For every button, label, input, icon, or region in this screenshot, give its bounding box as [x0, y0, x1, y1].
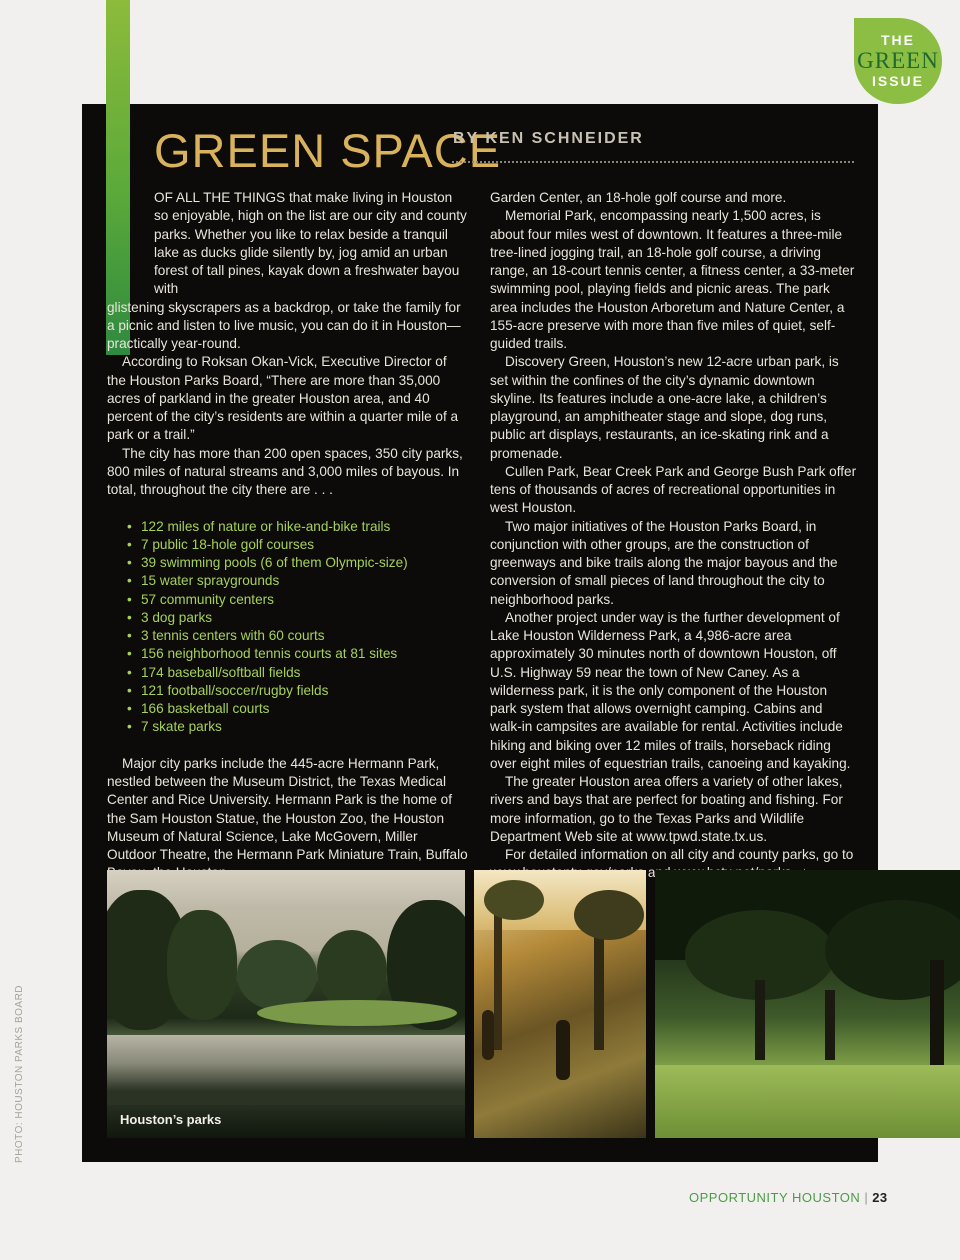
- lead-caps: OF ALL THE THINGS: [154, 190, 286, 205]
- photo-oak-trees: [655, 870, 960, 1138]
- photo-caption: Houston’s parks: [120, 1112, 222, 1127]
- page-number: 23: [872, 1190, 888, 1205]
- park-facts-list: [107, 518, 469, 737]
- left-column: [107, 189, 469, 883]
- lead-text: that make living in Houston so enjoyable, high on the list are our city and county parks. Whether you like to relax beside a tranquil lake as ducks glide silently by, jog amid an urban forest of tall pines, kayak down a freshwater bayou with: [154, 190, 467, 297]
- paragraph: The greater Houston area offers a variety of other lakes, rivers and bays that are perfect for boating and fishing. For more information, go to the Texas Parks and Wildlife Department Web site at www.tpwd.state.tx.us.: [490, 774, 843, 844]
- list-item: • 166 basketball courts: [127, 700, 469, 718]
- list-item: • 122 miles of nature or hike-and-bike trails: [127, 518, 469, 536]
- paragraph: According to Roksan Okan-Vick, Executive Director of the Houston Parks Board, “There are more than 35,000 acres of parkland in the greater Houston area, and 40 percent of the city’s residents are within a quarter mile of a park or a trail.”: [107, 354, 459, 443]
- photo-credit: PHOTO: HOUSTON PARKS BOARD: [14, 984, 25, 1163]
- publication-name: OPPORTUNITY HOUSTON: [689, 1190, 861, 1205]
- list-item: • 3 dog parks: [127, 609, 469, 627]
- page-footer: [689, 1190, 888, 1205]
- list-item: • 174 baseball/softball fields: [127, 664, 469, 682]
- closing-text: For detailed information on all city and county parks, go to: [505, 847, 854, 862]
- list-item: • 15 water spraygrounds: [127, 572, 469, 590]
- badge-line-3: ISSUE: [871, 73, 924, 89]
- paragraph: Garden Center, an 18-hole golf course and more.: [490, 190, 787, 205]
- lead-paragraph-continued: glistening skyscrapers as a backdrop, or take the family for a picnic and listen to live music, you can do it in Houston—practically year-round.: [107, 299, 461, 351]
- green-issue-badge: [854, 18, 942, 104]
- paragraph: Major city parks include the 445-acre Hermann Park, nestled between the Museum District, the Texas Medical Center and Rice University. Hermann Park is the home of the Sam Houston Statue, the Houston Zoo, the Houston Museum of Natural Science, Lake McGovern, Miller Outdoor Theatre, the Hermann Park Miniature Train, Buffalo: [107, 755, 468, 862]
- article-title: GREEN SPACE: [154, 124, 502, 177]
- list-item: • 39 swimming pools (6 of them Olympic-size): [127, 554, 469, 572]
- photo-bayou-pond: [107, 870, 465, 1138]
- right-column: [490, 189, 857, 883]
- list-item: • 156 neighborhood tennis courts at 81 sites: [127, 645, 469, 663]
- badge-line-2: GREEN: [857, 48, 939, 73]
- list-item: • 7 skate parks: [127, 718, 469, 736]
- lead-paragraph: [107, 189, 469, 299]
- paragraph: Two major initiatives of the Houston Parks Board, in conjunction with other groups, are the construction of greenways and bike trails along the major bayous and the conversion of small pieces of land throughout the city to neighborhood parks.: [490, 518, 838, 607]
- list-item: • 7 public 18-hole golf courses: [127, 536, 469, 554]
- footer-separator: |: [864, 1190, 869, 1205]
- photo-park-figures: [474, 870, 646, 1138]
- paragraph: The city has more than 200 open spaces, 350 city parks, 800 miles of natural streams and 3,000 miles of bayous. In total, throughout the city there are . . .: [107, 445, 463, 497]
- paragraph: Another project under way is the further development of Lake Houston Wilderness Park, a 4,986-acre area approximately 30 minutes north of downtown Houston, off U.S. Highway 59 near the town of New Caney. As a wilderness park, it is the only component of the Houston park system that allows overnight camping. Cabins and walk-in campsites are available for rental. Activities include hiking and biking over 12 miles of trails, horseback riding over eight miles of equestrian trails, canoeing and kayaking.: [490, 609, 851, 771]
- list-item: • 3 tennis centers with 60 courts: [127, 627, 469, 645]
- paragraph: Cullen Park, Bear Creek Park and George Bush Park offer tens of thousands of acres of recreational opportunities in west Houston.: [490, 463, 857, 516]
- list-item: • 121 football/soccer/rugby fields: [127, 682, 469, 700]
- article-byline: BY KEN SCHNEIDER: [453, 130, 644, 147]
- list-item: • 57 community centers: [127, 591, 469, 609]
- paragraph: Memorial Park, encompassing nearly 1,500 acres, is about four miles west of downtown. It features a three-mile tree-lined jogging trail, an 18-hole golf course, a driving range, an 18-court tennis center, a fitness center, a 33-meter swimming pool, playing fields and picnic areas. The park area includes the Houston Arboretum and Nature Center, a 155-acre preserve with more than five miles of quiet, self-guided trails.: [490, 208, 855, 351]
- dotted-rule: [452, 161, 854, 163]
- badge-line-1: THE: [881, 32, 915, 48]
- paragraph: Discovery Green, Houston’s new 12-acre urban park, is set within the confines of the city’s dynamic downtown skyline. Its features include a one-acre lake, a children’s playground, an amphitheater stage and slope, dog runs, public art displays, restaurants, an ice-skating rink and a promenade.: [490, 354, 839, 461]
